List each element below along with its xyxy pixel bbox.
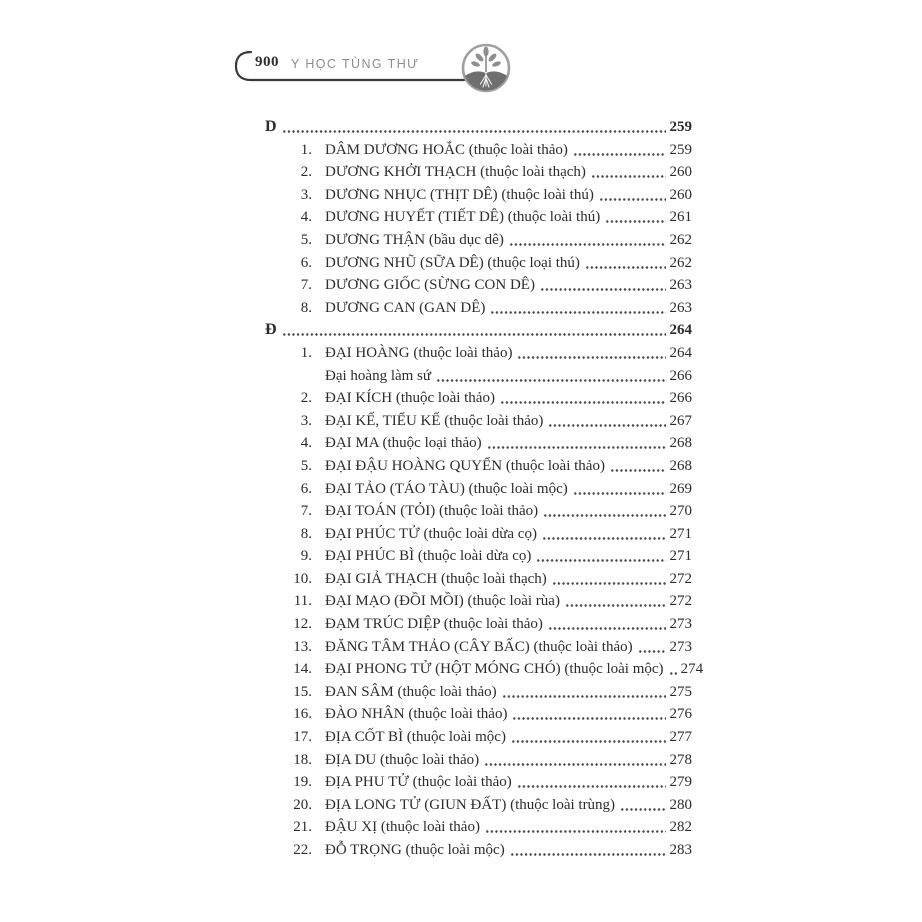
toc-entry-page: 261: [669, 209, 692, 226]
toc-entry-number: 1.: [300, 141, 312, 158]
toc-entry-title: DƯƠNG KHỞI THẠCH (thuộc loài thạch): [325, 164, 586, 181]
toc-entry-title: ĐẠI TOÁN (TỎI) (thuộc loài thảo): [325, 503, 539, 520]
dot-leader: [282, 319, 666, 342]
toc-entry-page: 262: [669, 254, 692, 271]
toc-entry-title: ĐỊA CỐT BÌ (thuộc loài mộc): [325, 729, 506, 746]
toc-entry-title: ĐỖ TRỌNG (thuộc loài mộc): [325, 842, 505, 858]
dot-leader: [620, 794, 665, 817]
toc-entry-row: [265, 410, 692, 433]
toc-entry-page: 262: [669, 231, 692, 248]
toc-entry-number: 5.: [300, 457, 312, 474]
toc-entry-number: 12.: [293, 616, 312, 633]
header-page-number: 900: [255, 54, 279, 70]
toc-section-row: [265, 116, 692, 139]
toc-entry-page: 278: [669, 751, 692, 768]
toc-entry-number: 7.: [300, 277, 312, 294]
toc-entry-title: ĐẠI PHONG TỬ (HỘT MÓNG CHÓ) (thuộc loài mộc): [325, 661, 664, 678]
toc-entry-row: [265, 478, 692, 501]
toc-entry-number: 22.: [293, 842, 312, 858]
toc-entry-title: ĐỊA LONG TỬ (GIUN ĐẤT) (thuộc loài trùng): [325, 796, 616, 813]
toc-entry-row: [265, 206, 692, 229]
toc-entry-row: [265, 681, 692, 704]
toc-entry-title: ĐỊA PHU TỬ (thuộc loài thảo): [325, 774, 512, 791]
toc-entry-title: DƯƠNG CAN (GAN DÊ): [325, 299, 486, 316]
toc-entry-number: 16.: [293, 706, 312, 723]
dot-leader: [591, 161, 666, 184]
toc-section-row: [265, 319, 692, 342]
dot-leader: [573, 139, 666, 162]
dot-leader: [542, 523, 666, 546]
toc-entry-row: [265, 590, 692, 613]
toc-entry-title: ĐẠI PHÚC BÌ (thuộc loài dừa cọ): [325, 548, 532, 565]
toc-entry-number: 8.: [300, 525, 312, 542]
toc-entry-number: 7.: [300, 503, 312, 520]
toc-entry-number: 21.: [293, 819, 312, 836]
toc-entry-title: ĐẬU XỊ (thuộc loài thảo): [325, 819, 480, 836]
toc-entry-number: 9.: [300, 548, 312, 565]
toc-entry-title: ĐẠM TRÚC DIỆP (thuộc loài thảo): [325, 616, 543, 633]
toc-entry-page: 273: [669, 616, 692, 633]
toc-entry-number: 8.: [300, 299, 312, 316]
sprout-logo-icon: [460, 42, 512, 94]
toc-entry-number: 6.: [300, 254, 312, 271]
toc-entry-page: 269: [669, 480, 692, 497]
toc-entry-row: [265, 500, 692, 523]
toc-entry-number: 20.: [293, 796, 312, 813]
toc-entry-page: 280: [669, 796, 692, 813]
toc-entry-page: 283: [669, 842, 692, 858]
toc-entry-row: [265, 342, 692, 365]
toc-entry-page: 260: [669, 186, 692, 203]
dot-leader: [548, 613, 666, 636]
toc-entry-page: 279: [669, 774, 692, 791]
toc-entry-row: [265, 387, 692, 410]
toc-entry-page: 259: [669, 141, 692, 158]
toc-entry-row: [265, 455, 692, 478]
toc-entry-row: [265, 749, 692, 772]
toc-entry-title: ĐAN SÂM (thuộc loài thảo): [325, 683, 497, 700]
dot-leader: [585, 252, 666, 275]
toc: [265, 116, 704, 862]
toc-entry-title: ĐẠI ĐẬU HOÀNG QUYỂN (thuộc loài thảo): [325, 457, 605, 474]
toc-entry-number: 5.: [300, 231, 312, 248]
toc-entry-title: DÂM DƯƠNG HOẮC (thuộc loài thảo): [325, 141, 568, 158]
dot-leader: [509, 229, 666, 252]
toc-entry-title: Đại hoàng làm sứ: [325, 367, 432, 384]
dot-leader: [573, 478, 666, 501]
toc-entry-number: 10.: [293, 570, 312, 587]
toc-entry-row: [265, 252, 692, 275]
dot-leader: [543, 500, 665, 523]
toc-entry-title: ĐẠI GIẢ THẠCH (thuộc loài thạch): [325, 570, 547, 587]
toc-entry-page: 268: [669, 435, 692, 452]
dot-leader: [511, 726, 666, 749]
toc-entry-page: 272: [669, 570, 692, 587]
toc-entry-page: 274: [680, 661, 704, 678]
book-series-title: Y HỌC TÙNG THƯ: [291, 57, 420, 71]
toc-entry-page: 272: [669, 593, 692, 610]
toc-entry-page: 275: [669, 683, 692, 700]
dot-leader: [282, 116, 666, 139]
dot-leader: [485, 816, 666, 839]
dot-leader: [536, 545, 665, 568]
toc-entry-row: [265, 274, 692, 297]
toc-entry-page: 266: [669, 390, 692, 407]
toc-entry-row: [265, 432, 692, 455]
toc-entry-number: 2.: [300, 390, 312, 407]
toc-entry-row: [265, 161, 692, 184]
toc-entry-row: [265, 139, 692, 162]
toc-entry-row: [265, 636, 692, 659]
toc-entry-page: 271: [669, 548, 692, 565]
dot-leader: [605, 206, 665, 229]
toc-section-letter: Đ: [265, 321, 277, 339]
dot-leader: [484, 749, 665, 772]
toc-entry-row: [265, 703, 692, 726]
toc-section-page: 259: [669, 119, 692, 135]
toc-entry-row: [265, 613, 692, 636]
toc-entry-page: 270: [669, 503, 692, 520]
toc-entry-row: [265, 523, 692, 546]
toc-entry-page: 266: [669, 367, 692, 384]
dot-leader: [500, 387, 666, 410]
toc-entry-title: DƯƠNG HUYẾT (TIẾT DÊ) (thuộc loài thú): [325, 209, 601, 226]
dot-leader: [552, 568, 666, 591]
dot-leader: [502, 681, 666, 704]
toc-entry-title: ĐÀO NHÂN (thuộc loài thảo): [325, 706, 508, 723]
toc-entry-row: [265, 816, 692, 839]
dot-leader: [540, 274, 666, 297]
toc-entry-number: 2.: [300, 164, 312, 181]
dot-leader: [517, 342, 665, 365]
toc-entry-row: [265, 658, 704, 681]
toc-entry-row: [265, 771, 692, 794]
dot-leader: [565, 590, 666, 613]
dot-leader: [638, 636, 666, 659]
dot-leader: [669, 658, 677, 681]
dot-leader: [610, 455, 666, 478]
toc-entry-number: 18.: [293, 751, 312, 768]
toc-entry-title: ĐĂNG TÂM THẢO (CÂY BẤC) (thuộc loài thảo): [325, 638, 633, 655]
dot-leader: [512, 703, 665, 726]
toc-entry-title: ĐỊA DU (thuộc loài thảo): [325, 751, 480, 768]
toc-entry-number: 19.: [293, 774, 312, 791]
toc-entry-number: 3.: [300, 186, 312, 203]
toc-entry-number: 4.: [300, 435, 312, 452]
toc-entry-row: [265, 726, 692, 749]
toc-entry-number: 15.: [293, 683, 312, 700]
toc-entry-title: ĐẠI PHÚC TỬ (thuộc loài dừa cọ): [325, 525, 537, 542]
toc-entry-number: 14.: [293, 661, 312, 678]
toc-entry-row: [265, 568, 692, 591]
toc-entry-page: 277: [669, 729, 692, 746]
toc-entry-row: [265, 229, 692, 252]
toc-entry-row: [265, 794, 692, 817]
toc-entry-number: 13.: [293, 638, 312, 655]
toc-entry-title: DƯƠNG GIỐC (SỪNG CON DÊ): [325, 277, 535, 294]
toc-section-page: 264: [669, 322, 692, 339]
dot-leader: [510, 839, 666, 862]
toc-entry-title: ĐẠI HOÀNG (thuộc loài thảo): [325, 344, 513, 361]
toc-entry-row: [265, 297, 692, 320]
toc-entry-page: 271: [669, 525, 692, 542]
toc-entry-page: 263: [669, 299, 692, 316]
toc-entry-page: 263: [669, 277, 692, 294]
toc-entry-title: ĐẠI TẢO (TÁO TÀU) (thuộc loài mộc): [325, 480, 568, 497]
toc-entry-row: [265, 365, 692, 388]
toc-entry-title: DƯƠNG NHŨ (SỮA DÊ) (thuộc loại thú): [325, 254, 580, 271]
toc-entry-number: 11.: [293, 593, 312, 610]
toc-entry-page: 267: [669, 412, 692, 429]
toc-entry-number: 4.: [300, 209, 312, 226]
toc-entry-page: 273: [669, 638, 692, 655]
toc-entry-page: 260: [669, 164, 692, 181]
toc-section-letter: D: [265, 118, 277, 135]
toc-entry-row: [265, 839, 692, 862]
toc-entry-page: 268: [669, 457, 692, 474]
dot-leader: [517, 771, 666, 794]
toc-entry-number: 6.: [300, 480, 312, 497]
dot-leader: [490, 297, 665, 320]
toc-entry-number: 17.: [293, 729, 312, 746]
toc-entry-row: [265, 184, 692, 207]
toc-entry-title: ĐẠI KÍCH (thuộc loài thảo): [325, 390, 495, 407]
dot-leader: [548, 410, 665, 433]
dot-leader: [436, 365, 665, 388]
dot-leader: [599, 184, 666, 207]
toc-entry-title: ĐẠI MA (thuộc loại thảo): [325, 435, 482, 452]
toc-entry-row: [265, 545, 692, 568]
toc-entry-title: DƯƠNG NHỤC (THỊT DÊ) (thuộc loài thú): [325, 186, 594, 203]
toc-entry-page: 264: [669, 344, 692, 361]
toc-entry-page: 282: [669, 819, 692, 836]
toc-entry-number: 1.: [300, 344, 312, 361]
toc-entry-page: 276: [669, 706, 692, 723]
toc-entry-title: ĐẠI KẾ, TIỂU KẾ (thuộc loài thảo): [325, 412, 544, 429]
toc-entry-number: 3.: [300, 412, 312, 429]
dot-leader: [487, 432, 666, 455]
toc-entry-title: DƯƠNG THẬN (bầu dục dê): [325, 231, 504, 248]
toc-entry-title: ĐẠI MẠO (ĐỒI MỒI) (thuộc loài rùa): [325, 593, 560, 610]
